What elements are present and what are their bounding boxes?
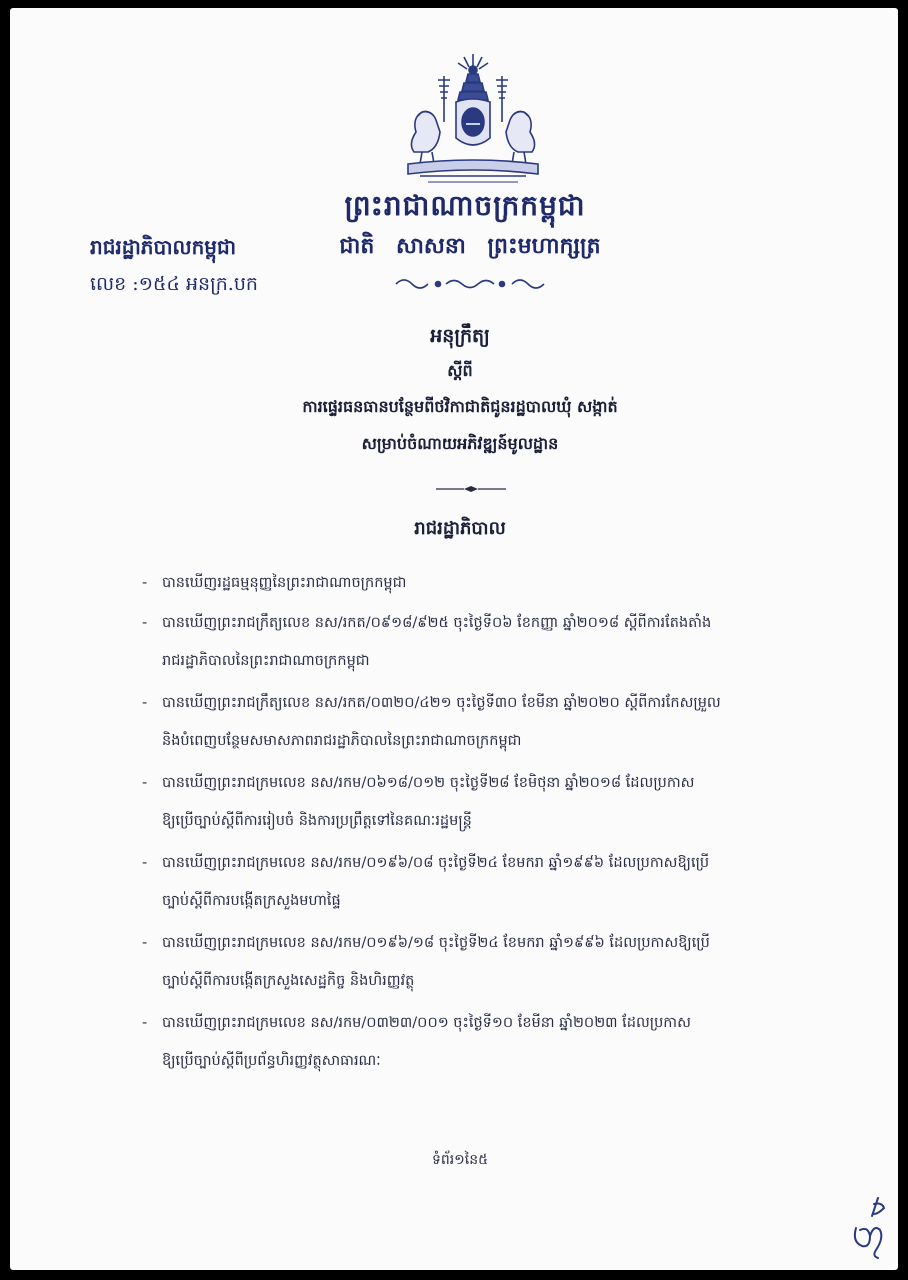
preamble-list	[142, 564, 822, 1084]
page-number: ទំព័រ១នៃ៥	[431, 1152, 489, 1168]
handwritten-initials-icon	[848, 1194, 892, 1262]
preamble-line1: បានឃើញព្រះរាជក្រមលេខ នស/រកម/០១៩៦/០៨ ចុះថ្ងៃទី២៤ ខែមករា ឆ្នាំ១៩៩៦ ដែលប្រកាសឱ្យប្រើ	[162, 855, 710, 871]
list-dash: -	[142, 775, 148, 791]
list-dash: -	[142, 935, 148, 951]
preamble-line2: ច្បាប់ស្តីពីការបង្កើតក្រសួងមហាផ្ទៃ	[162, 893, 341, 909]
list-item	[142, 564, 822, 602]
khmer-flourish-icon	[390, 274, 550, 294]
preamble-line1: បានឃើញព្រះរាជក្រមលេខ នស/រកម/០៦១៨/០១២ ចុះថ្ងៃទី២៨ ខែមិថុនា ឆ្នាំ២០១៨ ដែលប្រកាស	[162, 775, 695, 791]
section-divider-icon	[434, 484, 508, 494]
list-item	[142, 684, 822, 762]
title-subject-line1: ការផ្ទេរធនធានបន្ថែមពីថវិកាជាតិជូនរដ្ឋបាលឃុំ សង្កាត់	[302, 397, 618, 416]
preamble-line2: ឱ្យប្រើច្បាប់ស្តីពីប្រព័ន្ធហិរញ្ញវត្ថុសាធារណៈ	[162, 1053, 381, 1069]
preamble-line2: និងបំពេញបន្ថែមសមាសភាពរាជរដ្ឋាភិបាលនៃព្រះរាជាណាចក្រកម្ពុជា	[162, 733, 522, 749]
preamble-line1: បានឃើញព្រះរាជក្រឹត្យលេខ នស/រកត/០៩១៨/៩២៥ ចុះថ្ងៃទី០៦ ខែកញ្ញា ឆ្នាំ២០១៨ ស្តីពីការតែងតាំង	[162, 615, 712, 631]
document-page	[10, 8, 898, 1270]
list-dash: -	[142, 615, 148, 631]
document-title-block	[260, 318, 660, 462]
list-item	[142, 844, 822, 922]
kingdom-name: ព្រះរាជាណាចក្រកម្ពុជា	[344, 189, 586, 222]
title-about: ស្តីពី	[447, 361, 473, 380]
list-item	[142, 764, 822, 842]
royal-coat-of-arms-icon	[398, 52, 548, 192]
preamble-line2: ឱ្យប្រើច្បាប់ស្តីពីការរៀបចំ និងការប្រព្រឹត្តទៅនៃគណៈរដ្ឋមន្ត្រី	[162, 813, 472, 829]
document-type: អនុក្រឹត្យ	[430, 325, 490, 347]
list-item	[142, 924, 822, 1002]
preamble-line1: បានឃើញព្រះរាជក្រឹត្យលេខ នស/រកត/០៣២០/៤២១ ចុះថ្ងៃទី៣០ ខែមីនា ឆ្នាំ២០២០ ស្តីពីការកែសម្រួល	[162, 695, 721, 711]
preamble-line1: បានឃើញព្រះរាជក្រមលេខ នស/រកម/០៣២៣/០០១ ចុះថ្ងៃទី១០ ខែមីនា ឆ្នាំ២០២៣ ដែលប្រកាស	[162, 1015, 691, 1031]
list-item	[142, 604, 822, 682]
issuing-government: រាជរដ្ឋាភិបាលកម្ពុជា	[90, 235, 236, 259]
list-dash: -	[142, 855, 148, 871]
preamble-line2: រាជរដ្ឋាភិបាលនៃព្រះរាជាណាចក្រកម្ពុជា	[162, 653, 370, 669]
preamble-line1: បានឃើញព្រះរាជក្រមលេខ នស/រកម/០១៩៦/១៨ ចុះថ្ងៃទី២៤ ខែមករា ឆ្នាំ១៩៩៦ ដែលប្រកាសឱ្យប្រើ	[162, 935, 710, 951]
list-dash: -	[142, 1015, 148, 1031]
list-dash: -	[142, 575, 148, 591]
reference-number: លេខ :១៥៤ អនក្រ.បក	[90, 273, 258, 295]
preamble-line2: ច្បាប់ស្តីពីការបង្កើតក្រសួងសេដ្ឋកិច្ច និងហិរញ្ញវត្ថុ	[162, 973, 415, 989]
preamble-line1: បានឃើញរដ្ឋធម្មនុញ្ញនៃព្រះរាជាណាចក្រកម្ពុជា	[162, 575, 407, 591]
title-subject-line2: សម្រាប់ចំណាយអភិវឌ្ឍន៍មូលដ្ឋាន	[361, 434, 559, 453]
list-item	[142, 1004, 822, 1082]
national-motto: ជាតិ សាសនា ព្រះមហាក្សត្រ	[339, 233, 601, 259]
body-heading: រាជរដ្ឋាភិបាល	[414, 518, 506, 539]
list-dash: -	[142, 695, 148, 711]
